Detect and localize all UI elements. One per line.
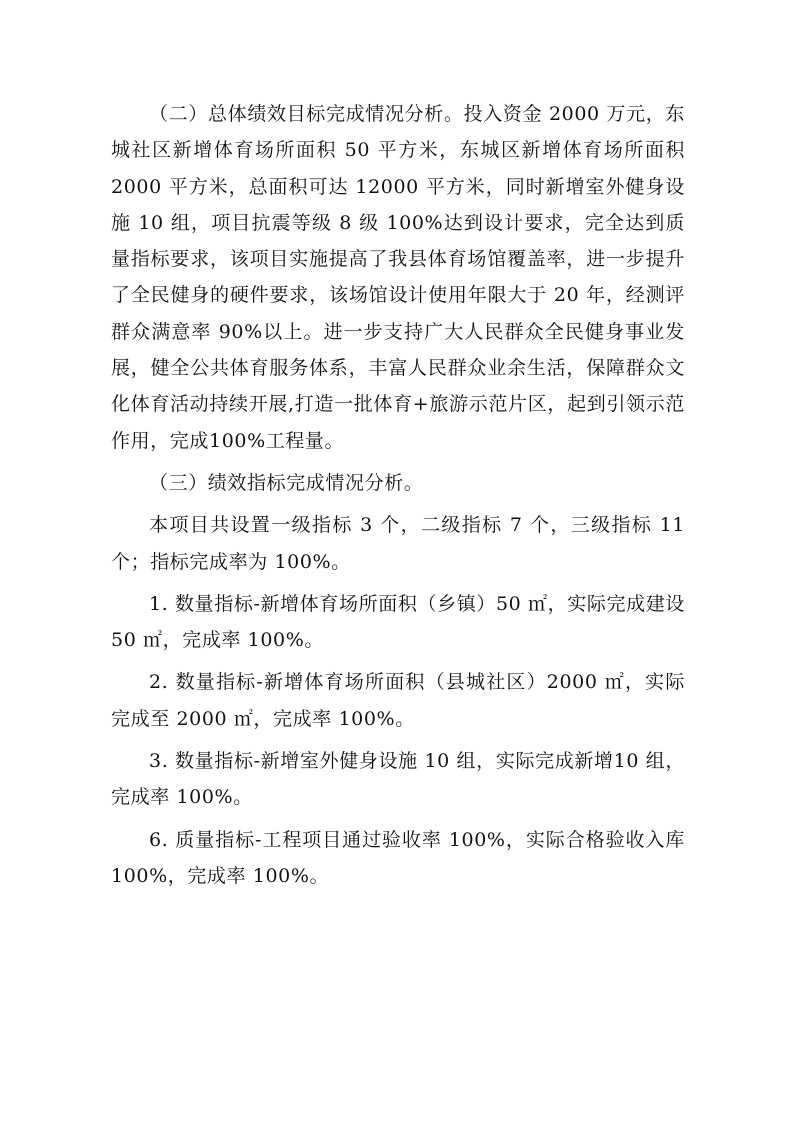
list-item-indicator-6: 6. 质量指标-工程项目通过验收率 100%，实际合格验收入库 100%，完成率 100%。: [111, 828, 685, 887]
list-item-indicator-1: 1. 数量指标-新增体育场所面积（乡镇）50 ㎡，实际完成建设 50 ㎡，完成率 100%。: [111, 592, 685, 652]
list-item-indicator-2: 2. 数量指标-新增体育场所面积（县城社区）2000 ㎡，实际完成至 2000 ㎡，完成率 100%。: [111, 671, 685, 730]
paragraph-indicator-summary: 本项目共设置一级指标 3 个，二级指标 7 个，三级指标 11 个；指标完成率为 100%。: [111, 514, 685, 573]
section-heading-indicator-analysis: （三）绩效指标完成情况分析。: [149, 471, 424, 494]
document-page: [111, 96, 685, 894]
paragraph-overall-performance-analysis: （二）总体绩效目标完成情况分析。投入资金 2000 万元，东城社区新增体育场所面积 50 平方米，东城区新增体育场所面积 2000 平方米，总面积可达 12000 平方米，同时新增室外健身设施 10 组，项目抗震等级 8 级 100%达到设计要求，完全达到质量指标要求，该项目实施提高了我县体育场馆覆盖率，进一步提升了全民健身的硬件要求，该场馆设计使用年限大于 20 年，经测评群众满意率 90%以上。进一步支持广大人民群众全民健身事业发展，健全公共体育服务体系，丰富人民群众业余生活，保障群众文化体育活动持续开展,打造一批体育+旅游示范片区，起到引领示范作用，完成100%工程量。: [111, 103, 685, 452]
list-item-indicator-3: 3. 数量指标-新增室外健身设施 10 组，实际完成新增10 组，完成率 100%。: [111, 750, 685, 809]
